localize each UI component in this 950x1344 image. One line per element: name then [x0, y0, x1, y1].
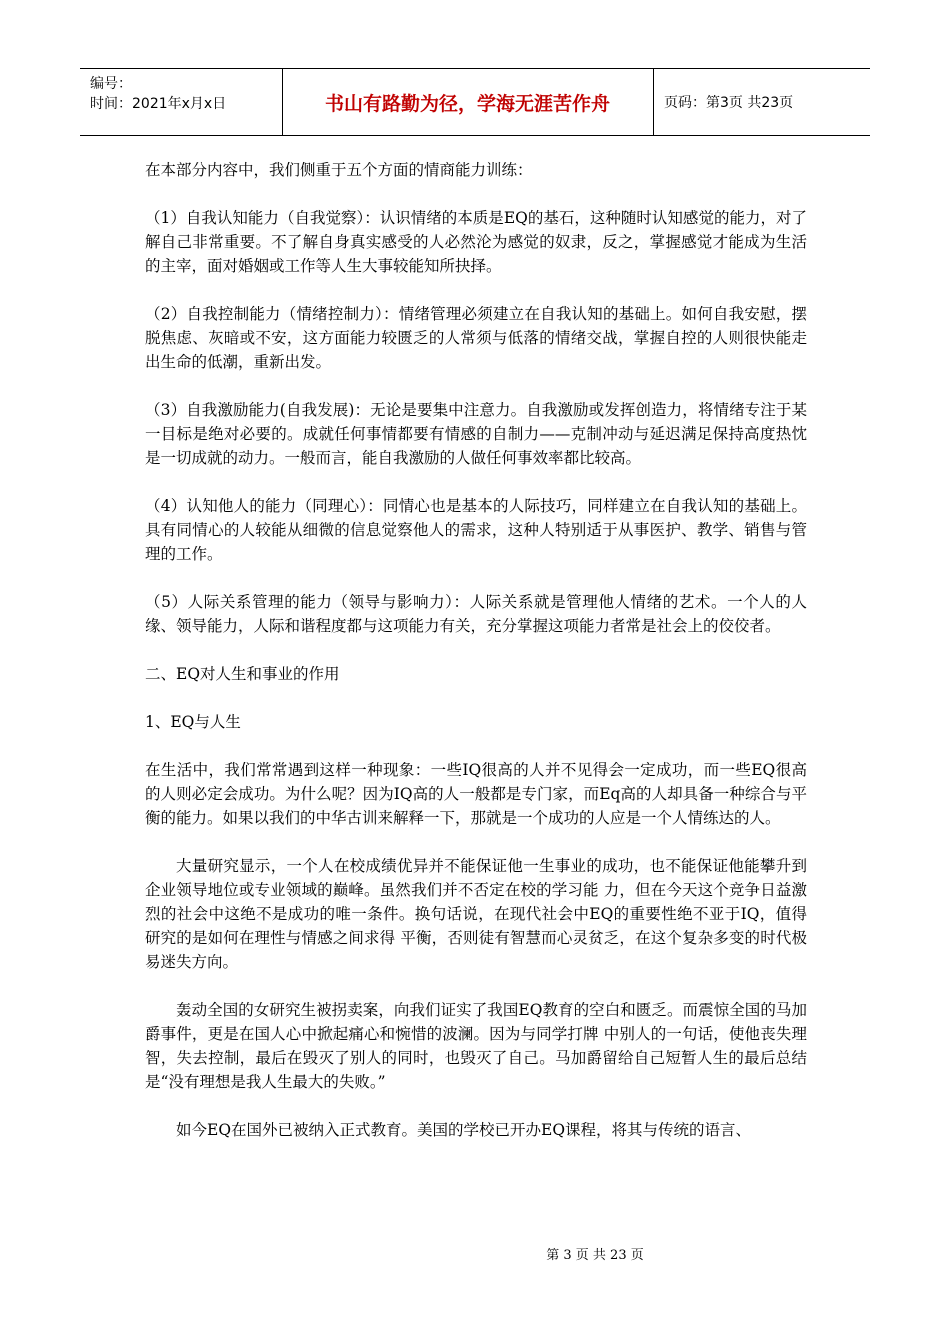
paragraph-cases: 轰动全国的女研究生被拐卖案，向我们证实了我国EQ教育的空白和匮乏。而震惊全国的马加爵事件，更是在国人心中掀起痛心和惋惜的波澜。因为与同学打牌 中别人的一句话，使他丧失理智，失去控制，最后在毁灭了别人的同时，也毁灭了自己。马加爵留给自己短暂人生的最后总结是“没有理想是我人生最大的失败。”	[145, 1001, 807, 1091]
header-divider-right	[653, 68, 654, 136]
header-table	[80, 68, 870, 136]
document-body	[145, 158, 807, 1166]
footer-page-number: 第 3 页 共 23 页	[546, 1248, 644, 1263]
doc-date-label: 时间：2021年x月x日	[90, 96, 227, 112]
paragraph-self-motivation: （3）自我激励能力(自我发展)：无论是要集中注意力。自我激励或发挥创造力，将情绪专注于某一目标是绝对必要的。成就任何事情都要有情感的自制力——克制冲动与延迟满足保持高度热忱是一切成就的动力。一般而言，能自我激励的人做任何事效率都比较高。	[145, 401, 807, 467]
paragraph-eq-life: 在生活中，我们常常遇到这样一种现象：一些IQ很高的人并不见得会一定成功，而一些EQ很高的人则必定会成功。为什么呢？因为IQ高的人一般都是专门家，而Eq高的人却具备一种综合与平衡的能力。如果以我们的中华古训来解释一下，那就是一个成功的人应是一个人情练达的人。	[145, 761, 807, 827]
subsection-heading: 1、EQ与人生	[145, 713, 241, 731]
header-page-label: 页码：第3页 共23页	[664, 95, 794, 111]
paragraph-research: 大量研究显示，一个人在校成绩优异并不能保证他一生事业的成功，也不能保证他能攀升到企业领导地位或专业领域的巅峰。虽然我们并不否定在校的学习能 力，但在今天这个竞争日益激烈的社会中这绝不是成功的唯一条件。换句话说，在现代社会中EQ的重要性绝不亚于IQ，值得研究的是如何在理性与情感之间求得 平衡，否则徒有智慧而心灵贫乏，在这个复杂多变的时代极易迷失方向。	[145, 857, 807, 971]
header-motto: 书山有路勤为径，学海无涯苦作舟	[324, 92, 610, 115]
header-left-cell	[90, 74, 226, 114]
intro-paragraph: 在本部分内容中，我们侧重于五个方面的情商能力训练：	[145, 161, 533, 179]
paragraph-self-awareness: （1）自我认知能力（自我觉察）：认识情绪的本质是EQ的基石，这种随时认知感觉的能力，对了解自己非常重要。不了解自身真实感受的人必然沦为感觉的奴隶，反之，掌握感觉才能成为生活的主宰，面对婚姻或工作等人生大事较能知所抉择。	[145, 209, 807, 275]
paragraph-self-control: （2）自我控制能力（情绪控制力）：情绪管理必须建立在自我认知的基础上。如何自我安慰，摆脱焦虑、灰暗或不安，这方面能力较匮乏的人常须与低落的情绪交战，掌握自控的人则很快能走出生命的低潮，重新出发。	[145, 305, 807, 371]
page-footer	[0, 1244, 950, 1263]
doc-number-label: 编号：	[90, 76, 132, 92]
paragraph-empathy: （4）认知他人的能力（同理心）：同情心也是基本的人际技巧，同样建立在自我认知的基础上。具有同情心的人较能从细微的信息觉察他人的需求，这种人特别适于从事医护、教学、销售与管理的工作。	[145, 497, 807, 563]
paragraph-education: 如今EQ在国外已被纳入正式教育。美国的学校已开办EQ课程，将其与传统的语言、	[176, 1121, 752, 1139]
section-heading: 二、EQ对人生和事业的作用	[145, 665, 340, 683]
paragraph-relationship-management: （5）人际关系管理的能力（领导与影响力）：人际关系就是管理他人情绪的艺术。一个人的人缘、领导能力，人际和谐程度都与这项能力有关，充分掌握这项能力者常是社会上的佼佼者。	[145, 593, 807, 635]
